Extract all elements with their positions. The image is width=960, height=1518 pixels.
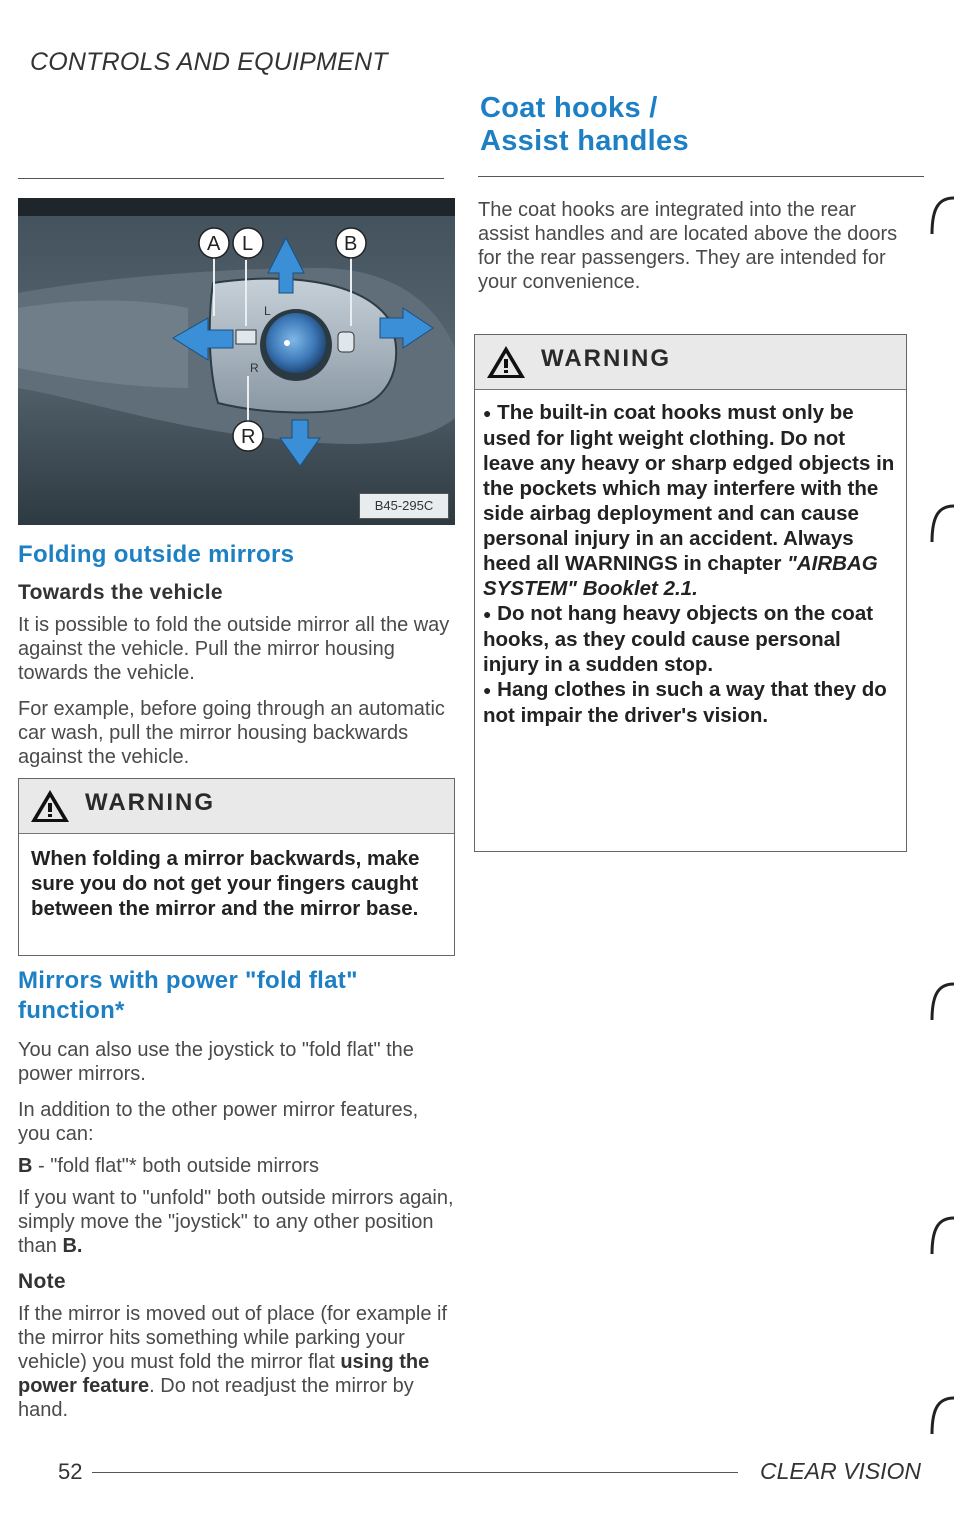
switch-mark-l: L <box>264 304 271 318</box>
para-b-item <box>18 1154 455 1178</box>
para-fold-towards: It is possible to fold the outside mirror all the way against the vehicle. Pull the mirror housing towards the vehicle. <box>18 614 450 684</box>
folding-title: Folding outside mirrors <box>18 541 295 568</box>
para-joystick: You can also use the joystick to "fold flat" the power mirrors. <box>18 1039 414 1085</box>
bullet1-text: The built-in coat hooks must only be used for light weight clothing. Do not leave any heavy or sharp edged objects in the pockets which may interfere with the side airbag deployment and can cause personal injury in an accident. Always heed all WARNINGS in chapter <box>483 401 895 576</box>
fold-flat-title: Mirrors with power "fold flat" function* <box>18 967 358 1024</box>
b-label: B <box>18 1155 33 1177</box>
figure-code: B45-295C <box>359 493 449 519</box>
crop-mark-5 <box>928 1396 958 1436</box>
warning-label-right: WARNING <box>541 345 671 372</box>
mirror-switch-illustration <box>18 198 455 525</box>
right-intro <box>478 198 908 294</box>
warning-text-left: When folding a mirror backwards, make sure you do not get your fingers caught between the mirror and the mirror base. <box>31 847 420 920</box>
warning-header-right <box>475 335 906 390</box>
label-a: A <box>207 233 221 255</box>
towards-subtitle: Towards the vehicle <box>18 581 223 604</box>
coat-hooks-intro: The coat hooks are integrated into the rear assist handles and are located above the doors for the rear passengers. They are intended for your convenience. <box>478 199 898 293</box>
unfold-text: If you want to "unfold" both outside mirrors again, simply move the "joystick" to any other position than <box>18 1187 454 1257</box>
crop-mark-1 <box>928 196 958 236</box>
para-unfold <box>18 1186 455 1258</box>
switch-mark-r: R <box>250 361 259 375</box>
label-l: L <box>242 233 254 255</box>
warning-bullet-1 <box>483 400 896 601</box>
para-car-wash: For example, before going through an automatic car wash, pull the mirror housing backwards against the vehicle. <box>18 698 445 768</box>
header-rule-right <box>478 176 924 177</box>
note-text <box>18 1302 455 1422</box>
warning-body-right <box>475 390 906 728</box>
note-title: Note <box>18 1270 66 1293</box>
bullet-icon: ● <box>483 405 492 422</box>
coat-hooks-title-line1: Coat hooks / <box>480 92 658 124</box>
bullet1-italic: "AIRBAG SYSTEM" Booklet 2.1. <box>483 552 878 601</box>
bullet-icon: ● <box>483 682 492 699</box>
bullet-icon: ● <box>483 606 492 623</box>
warning-label: WARNING <box>85 789 215 816</box>
label-r: R <box>241 426 256 448</box>
warning-bullet-2 <box>483 601 896 677</box>
b-text: - "fold flat"* both outside mirrors <box>32 1155 319 1177</box>
label-b: B <box>344 233 358 255</box>
crop-mark-2 <box>928 504 958 544</box>
note-bold: using the power feature <box>18 1351 430 1397</box>
warning-triangle-icon <box>485 344 527 380</box>
footer-chapter-title: CLEAR VISION <box>760 1458 922 1484</box>
coat-hooks-title-line2: Assist handles <box>480 125 689 157</box>
header-rule-left <box>18 178 444 179</box>
note-pre: If the mirror is moved out of place (for example if the mirror hits something while parking your vehicle) you must fold the mirror flat <box>18 1303 448 1373</box>
warning-box-left <box>18 778 455 956</box>
unfold-bold: B. <box>62 1235 83 1257</box>
footer-rule <box>92 1472 738 1473</box>
section-header: CONTROLS AND EQUIPMENT <box>30 48 388 76</box>
bullet2-text: Do not hang heavy objects on the coat hooks, as they could cause personal injury in a sudden stop. <box>483 602 874 677</box>
warning-bullet-3 <box>483 677 896 728</box>
left-column <box>18 541 455 769</box>
mirror-switch-figure <box>18 198 455 525</box>
warning-box-right <box>474 334 907 852</box>
left-column-lower <box>18 966 455 1422</box>
warning-header <box>19 779 454 834</box>
note-post: . Do not readjust the mirror by hand. <box>18 1375 414 1421</box>
page-number: 52 <box>58 1459 83 1484</box>
right-column-title <box>480 92 925 158</box>
para-features: In addition to the other power mirror features, you can: <box>18 1099 419 1145</box>
crop-mark-3 <box>928 982 958 1022</box>
crop-mark-4 <box>928 1216 958 1256</box>
bullet3-text: Hang clothes in such a way that they do not impair the driver's vision. <box>483 678 887 728</box>
warning-triangle-icon <box>29 788 71 824</box>
